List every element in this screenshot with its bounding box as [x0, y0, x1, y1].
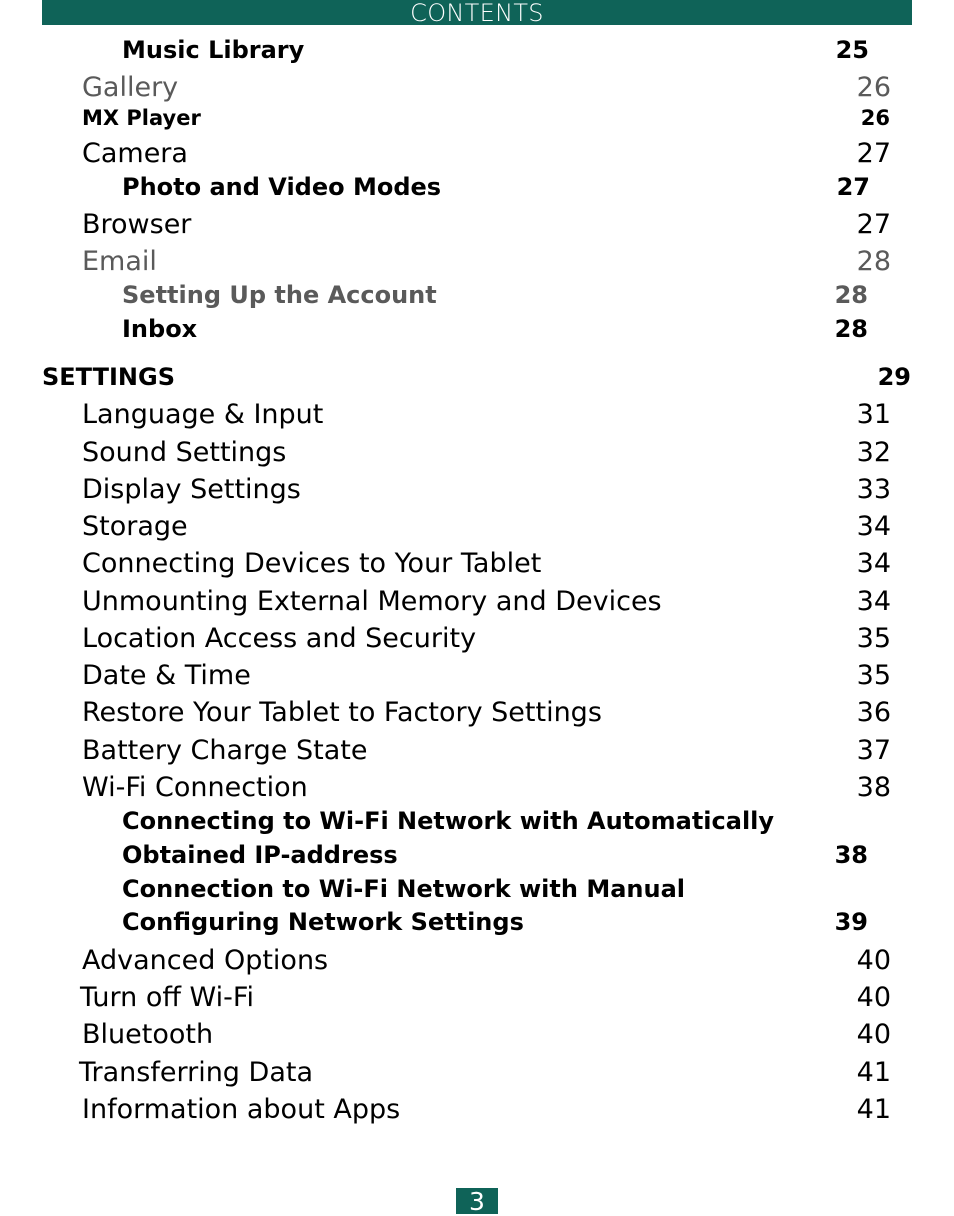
- toc-entry-title: Storage: [82, 511, 188, 542]
- toc-entry-title: Language & Input: [82, 399, 324, 430]
- toc-entry-title: Restore Your Tablet to Factory Settings: [82, 697, 602, 728]
- toc-entry-page: 40: [856, 982, 891, 1013]
- toc-entry-title: Email: [82, 246, 157, 277]
- toc-entry-page: 38: [834, 841, 868, 869]
- toc-entry-page: 35: [856, 623, 891, 654]
- toc-entry-page: 26: [860, 106, 890, 130]
- toc-entry-title: Battery Charge State: [82, 735, 368, 766]
- toc-entry-title: Connecting to Wi-Fi Network with Automatically: [122, 807, 775, 835]
- toc-entry-title: Turn off Wi-Fi: [80, 982, 254, 1013]
- toc-entry-page: 27: [836, 173, 870, 201]
- toc-entry-page: 27: [856, 209, 891, 240]
- toc-entry-title: Transferring Data: [79, 1057, 313, 1088]
- toc-entry-title: Bluetooth: [82, 1019, 214, 1050]
- toc-entry-page: 32: [856, 437, 891, 468]
- toc-entry-page: 40: [856, 945, 891, 976]
- toc-entry-title: Music Library: [122, 36, 305, 64]
- toc-entry-title: Obtained IP-address: [122, 841, 398, 869]
- toc-entry-title: Date & Time: [82, 660, 251, 691]
- toc-entry-title: Unmounting External Memory and Devices: [82, 586, 662, 617]
- toc-entry-title: Connection to Wi-Fi Network with Manual: [122, 875, 685, 903]
- toc-entry-page: 36: [856, 697, 891, 728]
- toc-entry-page: 34: [856, 586, 891, 617]
- toc-entry-title: Browser: [82, 209, 192, 240]
- toc-entry-title: Setting Up the Account: [122, 281, 437, 309]
- toc-entry-page: 41: [856, 1057, 891, 1088]
- toc-entry-page: 38: [856, 772, 891, 803]
- toc-entry-title: Sound Settings: [82, 437, 287, 468]
- page-number: 3: [469, 1187, 485, 1216]
- toc-entry-page: 25: [835, 36, 869, 64]
- toc-entry-page: 26: [856, 72, 891, 103]
- toc-entry-title: Inbox: [122, 315, 198, 343]
- toc-entry-title: Configuring Network Settings: [122, 908, 524, 936]
- toc-entry-title: Photo and Video Modes: [122, 173, 442, 201]
- toc-entry-title: Connecting Devices to Your Tablet: [82, 548, 542, 579]
- toc-entry-page: 37: [856, 735, 891, 766]
- toc-entry-title: Information about Apps: [82, 1094, 401, 1125]
- toc-entry-page: 41: [856, 1094, 891, 1125]
- page-number-box: [456, 1188, 498, 1214]
- toc-entry-page: 27: [856, 138, 891, 169]
- toc-entry-page: 34: [856, 548, 891, 579]
- toc-entry-page: 39: [834, 908, 868, 936]
- toc-entry-title: Location Access and Security: [82, 623, 477, 654]
- toc-entry-page: 29: [877, 363, 911, 391]
- toc-entry-page: 33: [856, 474, 891, 505]
- toc-entry-page: 34: [856, 511, 891, 542]
- toc-entry-page: 31: [856, 399, 891, 430]
- toc-entry-title: MX Player: [82, 106, 201, 130]
- toc-entry-title: Wi-Fi Connection: [82, 772, 308, 803]
- toc-entry-page: 40: [856, 1019, 891, 1050]
- toc-entry-page: 28: [856, 246, 891, 277]
- toc-entry-page: 28: [834, 281, 868, 309]
- toc-entry-page: 28: [834, 315, 868, 343]
- toc-entry-title: SETTINGS: [42, 363, 175, 391]
- toc-entry-title: Gallery: [82, 72, 179, 103]
- toc-entry-title: Camera: [82, 138, 188, 169]
- toc-entry-title: Advanced Options: [82, 945, 329, 976]
- toc-entry-page: 35: [856, 660, 891, 691]
- toc-entry-title: Display Settings: [82, 474, 301, 505]
- contents-title: CONTENTS: [410, 0, 544, 27]
